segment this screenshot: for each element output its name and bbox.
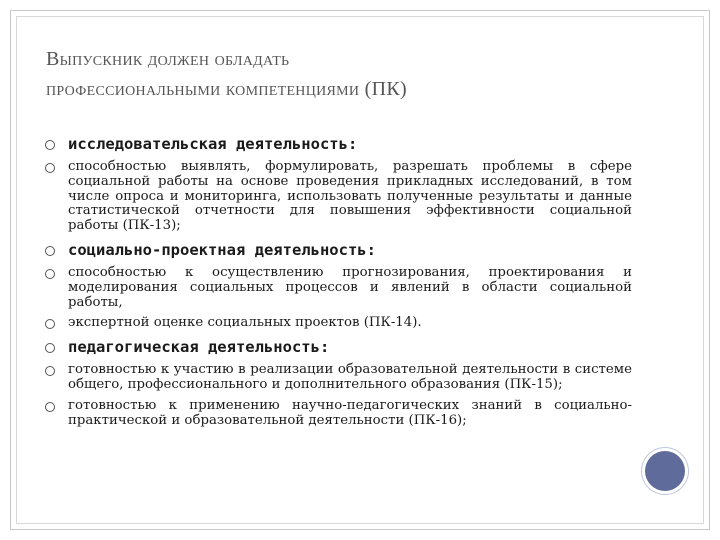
list-item [40,399,632,429]
list-item-text: экспертной оценке социальных проектов (ПК-14). [68,315,422,331]
list-item-text: готовностью к применению научно-педагогических знаний в социально- практической и образовательной деятельности (ПК-16); [68,397,632,428]
circle-bullet-icon [45,402,55,412]
circle-bullet-icon [45,163,55,173]
circle-bullet-icon [45,140,55,150]
list-item [40,363,632,393]
list-item-text: способностью выявлять, формулировать, разрешать проблемы в сфере социальной работы на основе проведения прикладных исследований, в том числе опроса и мониторинга, использовать полученные результаты и данные статистической отчетности для повышения эффективности социальной работы (ПК-13); [68,159,632,234]
section-heading-social-project [40,240,632,260]
title-line-2: профессиональными компетенциями (ПК) [46,78,407,100]
list-item [40,266,632,310]
list-item-text: готовностью к участию в реализации образовательной деятельности в системе общего, профессионального и дополнительного образования (ПК-15); [68,362,632,392]
circle-bullet-icon [45,246,55,256]
decorative-circle-icon [645,451,685,491]
slide-title [46,44,666,104]
section-heading-text: социально-проектная деятельность: [68,240,376,259]
section-heading-pedagogical [40,337,632,357]
circle-bullet-icon [45,269,55,279]
section-heading-text: педагогическая деятельность: [68,338,330,357]
list-item-text: способностью к осуществлению прогнозирования, проектирования и моделирования социальных процессов и явлений в области социальной работы, [68,264,632,310]
list-item [40,160,632,234]
circle-bullet-icon [45,366,55,376]
list-item [40,316,632,331]
section-heading-text: исследовательская деятельность: [68,135,358,153]
title-line-1: Выпускник должен обладать [46,48,290,70]
circle-bullet-icon [45,319,55,329]
circle-bullet-icon [45,343,55,353]
bullet-list [40,134,632,434]
section-heading-research [40,134,632,154]
